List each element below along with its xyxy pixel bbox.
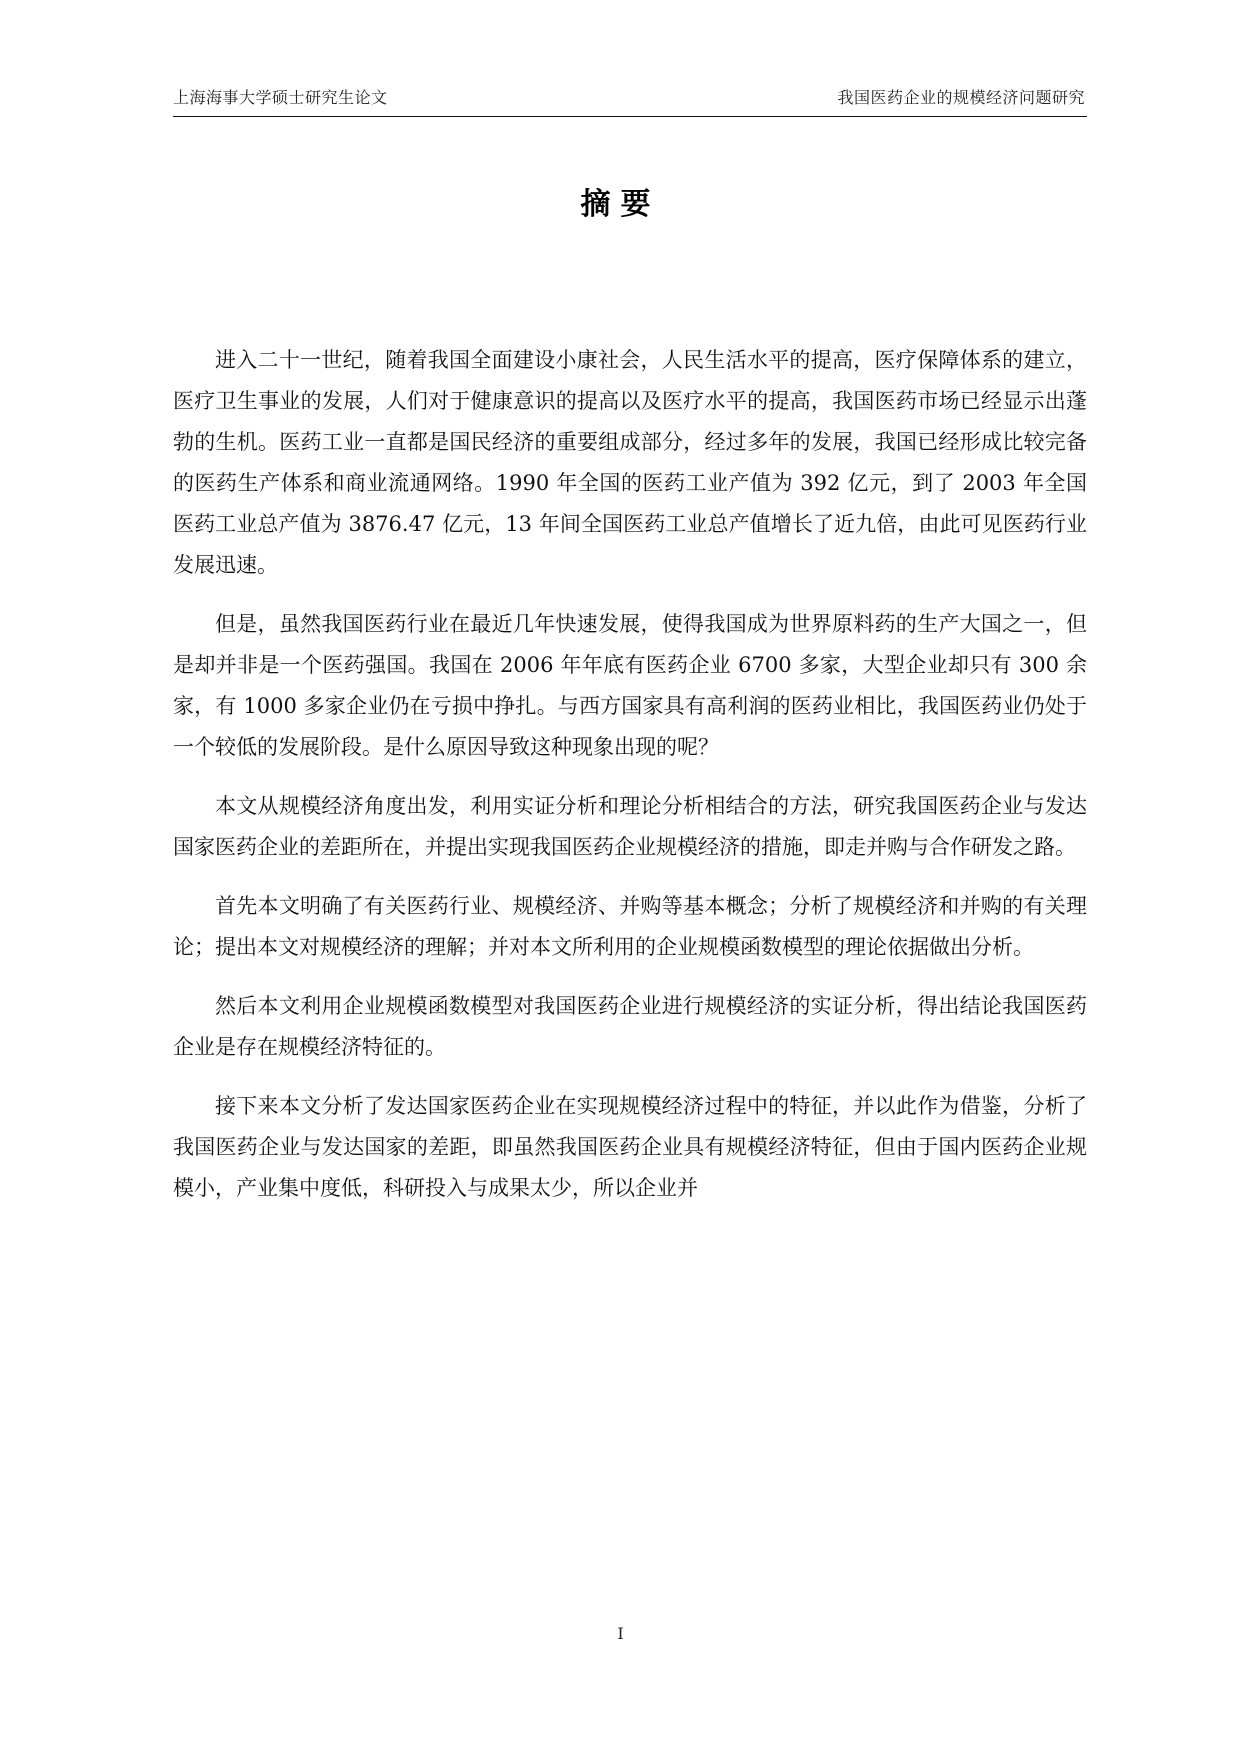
abstract-paragraph-4: 首先本文明确了有关医药行业、规模经济、并购等基本概念；分析了规模经济和并购的有关理论；提出本文对规模经济的理解；并对本文所利用的企业规模函数模型的理论依据做出分析。 [173, 894, 1087, 959]
page-number: I [617, 1624, 624, 1643]
abstract-paragraph-5: 然后本文利用企业规模函数模型对我国医药企业进行规模经济的实证分析，得出结论我国医药企业是存在规模经济特征的。 [173, 994, 1087, 1059]
abstract-paragraph-1: 进入二十一世纪，随着我国全面建设小康社会，人民生活水平的提高，医疗保障体系的建立，医疗卫生事业的发展，人们对于健康意识的提高以及医疗水平的提高，我国医药市场已经显示出蓬勃的生机。医药工业一直都是国民经济的重要组成部分，经过多年的发展，我国已经形成比较完备的医药生产体系和商业流通网络。1990 年全国的医药工业产值为 392 亿元，到了 2003 年全国医药工业总产值为 3876.47 亿元，13 年间全国医药工业总产值增长了近九倍，由此可见医药行业发展迅速。 [173, 348, 1087, 577]
abstract-paragraph-2: 但是，虽然我国医药行业在最近几年快速发展，使得我国成为世界原料药的生产大国之一，但是却并非是一个医药强国。我国在 2006 年年底有医药企业 6700 多家，大型企业却只有 300 余家，有 1000 多家企业仍在亏损中挣扎。与西方国家具有高利润的医药业相比，我国医药业仍处于一个较低的发展阶段。是什么原因导致这种现象出现的呢？ [173, 612, 1087, 759]
abstract-body [173, 340, 1087, 1227]
running-header [173, 86, 1087, 117]
header-thesis-title: 我国医药企业的规模经济问题研究 [837, 88, 1085, 107]
abstract-paragraph-3: 本文从规模经济角度出发，利用实证分析和理论分析相结合的方法，研究我国医药企业与发达国家医药企业的差距所在，并提出实现我国医药企业规模经济的措施，即走并购与合作研发之路。 [173, 794, 1087, 859]
abstract-paragraph-6: 接下来本文分析了发达国家医药企业在实现规模经济过程中的特征，并以此作为借鉴，分析了我国医药企业与发达国家的差距，即虽然我国医药企业具有规模经济特征，但由于国内医药企业规模小，产业集中度低，科研投入与成果太少，所以企业并 [173, 1094, 1087, 1200]
abstract-title: 摘要 [580, 187, 661, 222]
header-university-label: 上海海事大学硕士研究生论文 [173, 88, 388, 107]
